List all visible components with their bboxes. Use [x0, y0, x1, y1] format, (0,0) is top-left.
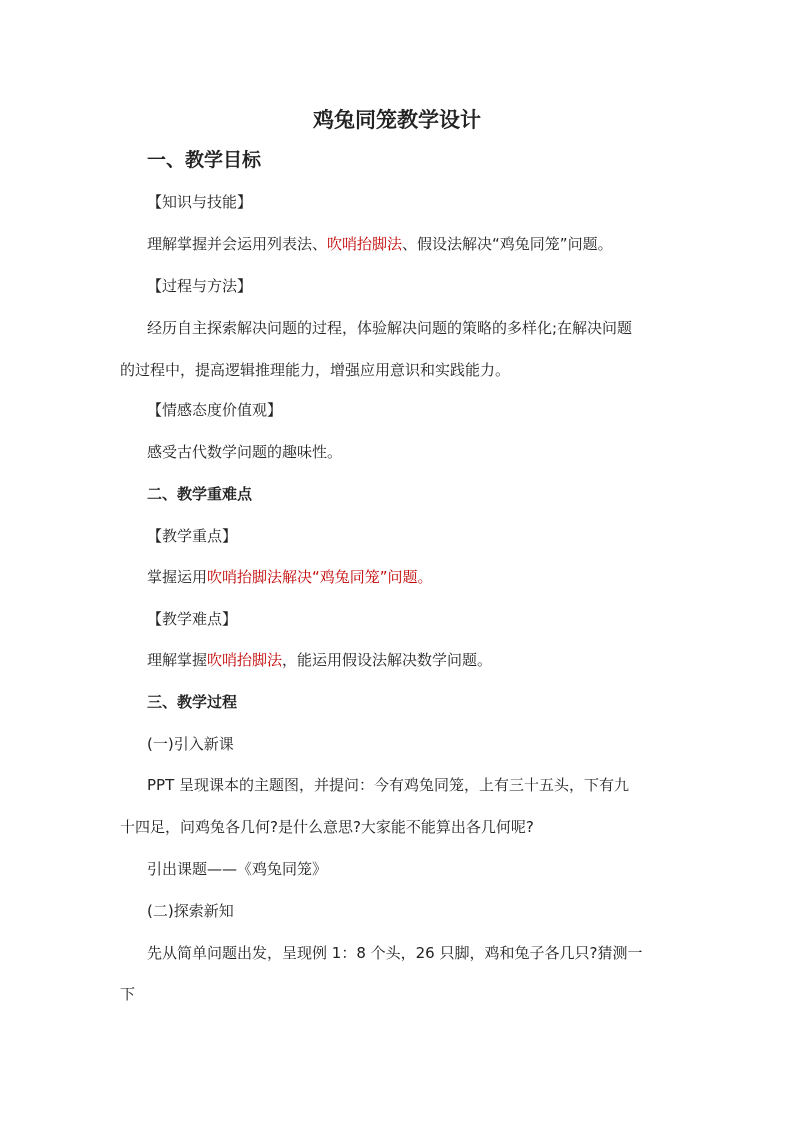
- paragraph-intro-line3: 引出课题——《鸡兔同笼》: [147, 860, 328, 878]
- section-heading-objectives: 一、教学目标: [147, 149, 262, 171]
- label-explore: (二)探索新知: [147, 902, 234, 920]
- highlight-text: 吹哨抬脚法解决“鸡兔同笼”问题。: [207, 568, 433, 586]
- paragraph-difficult-point: [147, 650, 492, 670]
- paragraph-explore-line2: 下: [120, 985, 136, 1003]
- paragraph-knowledge: [147, 234, 613, 254]
- highlight-text: 吹哨抬脚法: [207, 651, 283, 669]
- paragraph-process-line1: 经历自主探索解决问题的过程，体验解决问题的策略的多样化;在解决问题: [147, 319, 633, 337]
- label-emotion-values: 【情感态度价值观】: [147, 401, 283, 419]
- label-intro: (一)引入新课: [147, 735, 234, 753]
- paragraph-emotion: 感受古代数学问题的趣味性。: [147, 443, 343, 461]
- label-process-method: 【过程与方法】: [147, 277, 253, 295]
- text-segment: 理解掌握: [147, 651, 208, 669]
- section-heading-key-points: 二、教学重难点: [147, 485, 253, 503]
- label-knowledge-skills: 【知识与技能】: [147, 193, 253, 211]
- section-heading-process: 三、教学过程: [147, 693, 238, 711]
- paragraph-process-line2: 的过程中，提高逻辑推理能力，增强应用意识和实践能力。: [120, 361, 511, 379]
- text-segment: ，能运用假设法解决数学问题。: [282, 651, 493, 669]
- paragraph-intro-line2: 十四足，问鸡兔各几何?是什么意思?大家能不能算出各几何呢?: [120, 818, 534, 836]
- label-difficult-point: 【教学难点】: [147, 610, 238, 628]
- text-segment: 掌握运用: [147, 568, 208, 586]
- text-segment: 、假设法解决“鸡兔同笼”问题。: [402, 235, 613, 253]
- paragraph-explore-line1: 先从简单问题出发，呈现例 1：8 个头，26 只脚，鸡和兔子各几只?猜测一: [147, 944, 643, 962]
- paragraph-intro-line1: PPT 呈现课本的主题图，并提问：今有鸡兔同笼，上有三十五头，下有九: [147, 776, 630, 794]
- label-key-point: 【教学重点】: [147, 527, 238, 545]
- highlight-text: 吹哨抬脚法: [327, 235, 403, 253]
- paragraph-key-point: [147, 567, 433, 587]
- text-segment: 理解掌握并会运用列表法、: [147, 235, 328, 253]
- page-title: 鸡兔同笼教学设计: [313, 108, 481, 132]
